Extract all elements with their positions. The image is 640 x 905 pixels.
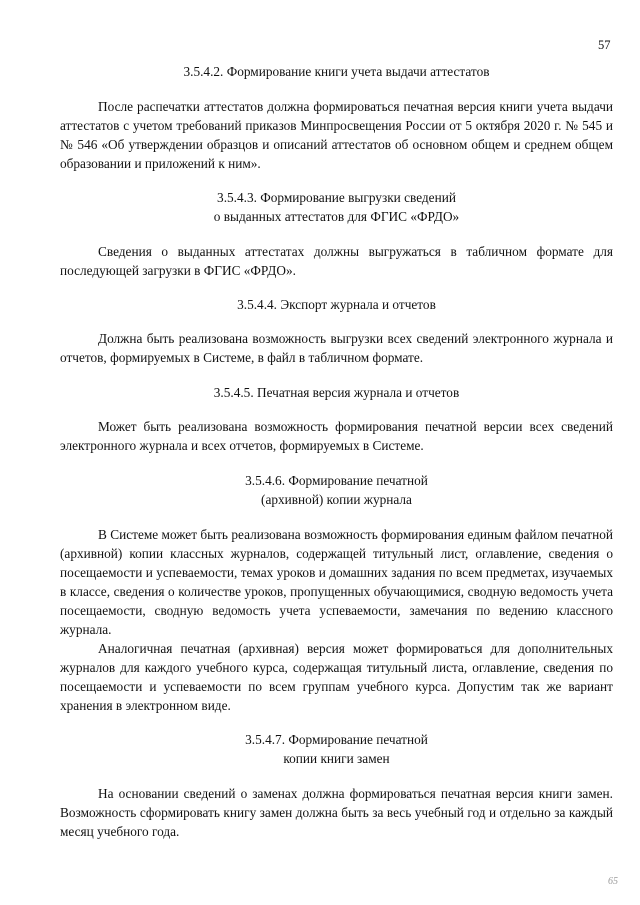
section-paragraph: Должна быть реализована возможность выгрузки всех сведений электронного журнала и отчетов, формируемых в Системе, в файл в табличном формате. <box>60 331 613 365</box>
section-heading-line: 3.5.4.4. Экспорт журнала и отчетов <box>237 297 436 312</box>
page-number: 57 <box>598 38 611 52</box>
section-heading-line: 3.5.4.7. Формирование печатной <box>245 732 428 747</box>
section-heading <box>60 188 613 226</box>
section-paragraph: Может быть реализована возможность формирования печатной версии всех сведений электронного журнала и всех отчетов, формируемых в Системе. <box>60 419 613 453</box>
section-heading-line: 3.5.4.6. Формирование печатной <box>245 473 428 488</box>
page-content <box>60 58 613 841</box>
section-heading-line: 3.5.4.5. Печатная версия журнала и отчетов <box>213 385 460 400</box>
section-heading-line: копии книги замен <box>283 751 390 766</box>
section-heading-line: о выданных аттестатов для ФГИС «ФРДО» <box>213 209 460 224</box>
section-paragraph: Аналогичная печатная (архивная) версия может формироваться для дополнительных журналов для каждого учебного курса, содержащая титульный листа, оглавление, сведения по посещаемости и успеваемости по всем группам учебного курса. Допустим так же вариант хранения в электронном виде. <box>60 641 613 713</box>
corner-handwritten-mark: 65 <box>608 876 618 887</box>
section-3-5-4-4 <box>60 295 613 367</box>
section-paragraph: В Системе может быть реализована возможность формирования единым файлом печатной (архивной) копии классных журналов, содержащей титульный лист, оглавление, сведения о посещаемости и успеваемости, темах уроков и домашних задания по всем предметах, изучаемых в классе, сведения о количестве уроков, пропущенных обучающимися, сводную ведомость учета посещаемости, сводную ведомость учета успеваемости, замечания по ведению классного журнала. <box>60 527 613 637</box>
section-paragraph: После распечатки аттестатов должна формироваться печатная версия книги учета выдачи аттестатов с учетом требований приказов Минпросвещения России от 5 октября 2020 г. № 545 и № 546 «Об утверждении образцов и описаний аттестатов об основном общем и среднем общем образовании и приложений к ним». <box>60 99 613 171</box>
section-heading-line: 3.5.4.3. Формирование выгрузки сведений <box>217 190 456 205</box>
section-3-5-4-2 <box>60 62 613 173</box>
section-heading <box>60 295 613 314</box>
section-heading <box>60 471 613 509</box>
section-3-5-4-6 <box>60 471 613 715</box>
section-3-5-4-7 <box>60 730 613 841</box>
section-paragraph: Сведения о выданных аттестатах должны выгружаться в табличном формате для последующей загрузки в ФГИС «ФРДО». <box>60 244 613 278</box>
section-heading-line: (архивной) копии журнала <box>261 492 412 507</box>
section-heading <box>60 730 613 768</box>
section-heading <box>60 383 613 402</box>
section-3-5-4-5 <box>60 383 613 455</box>
section-heading-line: 3.5.4.2. Формирование книги учета выдачи аттестатов <box>183 64 490 79</box>
section-paragraph: На основании сведений о заменах должна формироваться печатная версия книги замен. Возможность сформировать книгу замен должна быть за весь учебный год и отдельно за каждый месяц учебного года. <box>60 786 613 839</box>
section-3-5-4-3 <box>60 188 613 280</box>
section-heading <box>60 62 613 81</box>
